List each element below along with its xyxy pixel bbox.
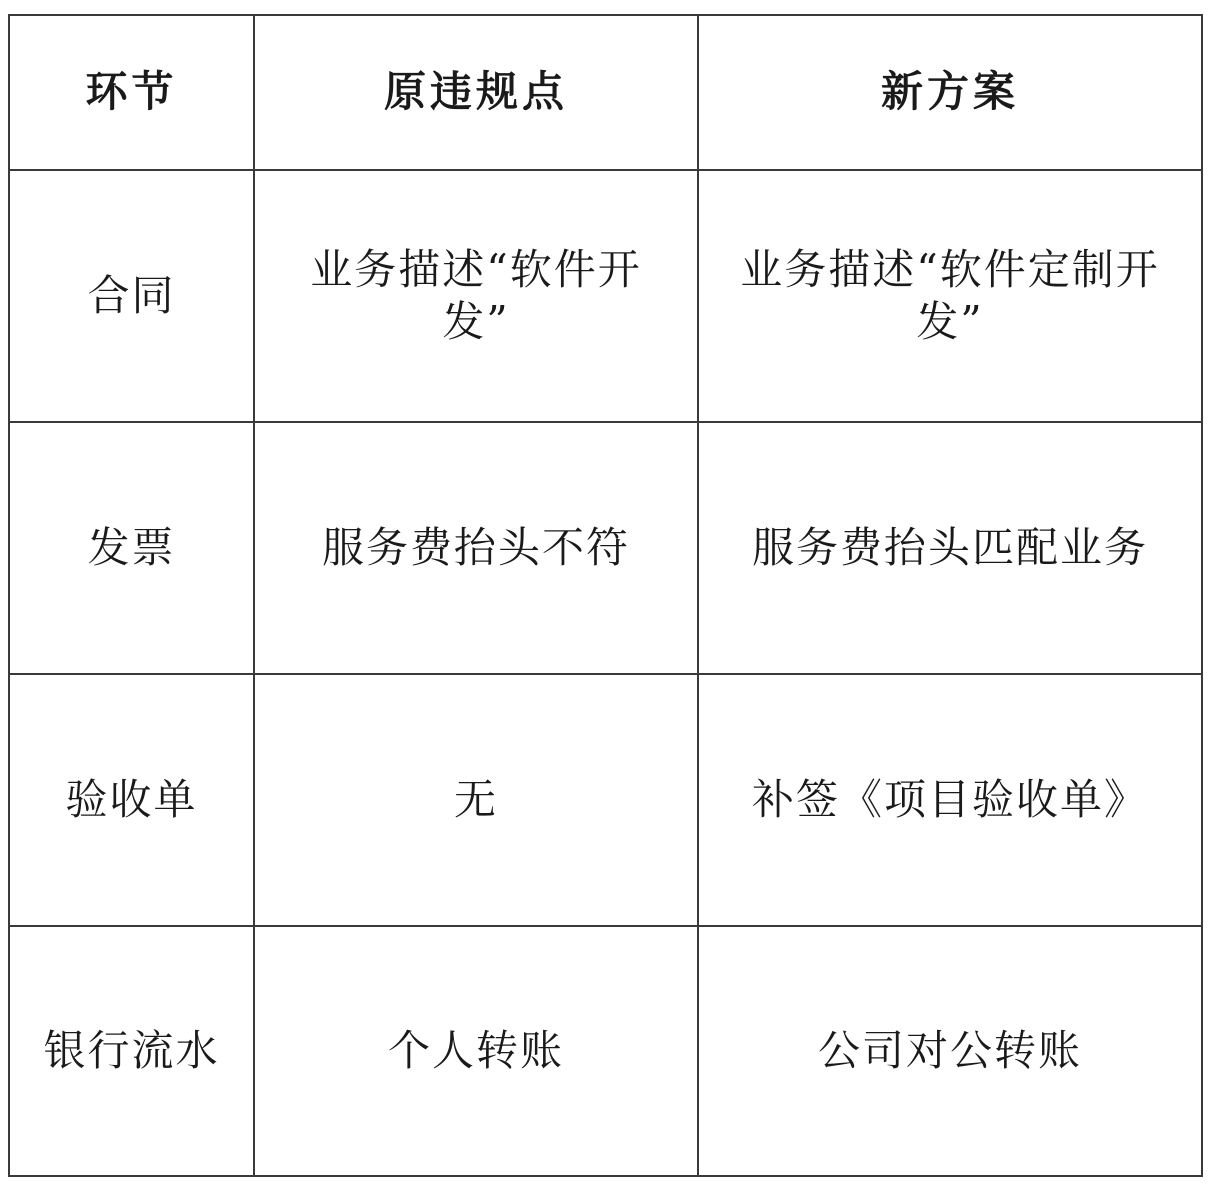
cell-new-plan — [698, 422, 1202, 674]
cell-stage — [9, 926, 254, 1176]
table-row — [9, 674, 1202, 926]
header-original-violation: 原违规点 — [254, 15, 698, 170]
cell-stage — [9, 170, 254, 422]
cell-original-text: 个人转账 — [387, 1025, 564, 1075]
cell-new-plan — [698, 926, 1202, 1176]
cell-original-text: 无 — [453, 774, 498, 824]
cell-stage — [9, 422, 254, 674]
table-header-row — [9, 15, 1202, 170]
cell-original — [254, 926, 698, 1176]
cell-stage-text: 合同 — [87, 270, 176, 320]
table-row — [9, 926, 1202, 1176]
cell-new-plan-text: 业务描述“软件定制开发” — [740, 244, 1160, 346]
cell-original — [254, 170, 698, 422]
table-row — [9, 422, 1202, 674]
header-new-plan: 新方案 — [698, 15, 1202, 170]
table-row — [9, 170, 1202, 422]
cell-new-plan — [698, 674, 1202, 926]
header-stage: 环节 — [9, 15, 254, 170]
cell-original — [254, 422, 698, 674]
comparison-table-container — [8, 14, 1201, 1176]
cell-original — [254, 674, 698, 926]
cell-stage — [9, 674, 254, 926]
cell-new-plan-text: 公司对公转账 — [817, 1025, 1082, 1075]
cell-new-plan-text: 服务费抬头匹配业务 — [751, 522, 1148, 572]
cell-original-text: 服务费抬头不符 — [321, 522, 630, 572]
cell-stage-text: 发票 — [87, 522, 176, 572]
cell-stage-text: 验收单 — [65, 774, 198, 824]
cell-new-plan — [698, 170, 1202, 422]
cell-original-text: 业务描述“软件开发” — [310, 244, 642, 346]
cell-stage-text: 银行流水 — [43, 1025, 220, 1075]
cell-new-plan-text: 补签《项目验收单》 — [751, 774, 1148, 824]
comparison-table — [8, 14, 1203, 1177]
